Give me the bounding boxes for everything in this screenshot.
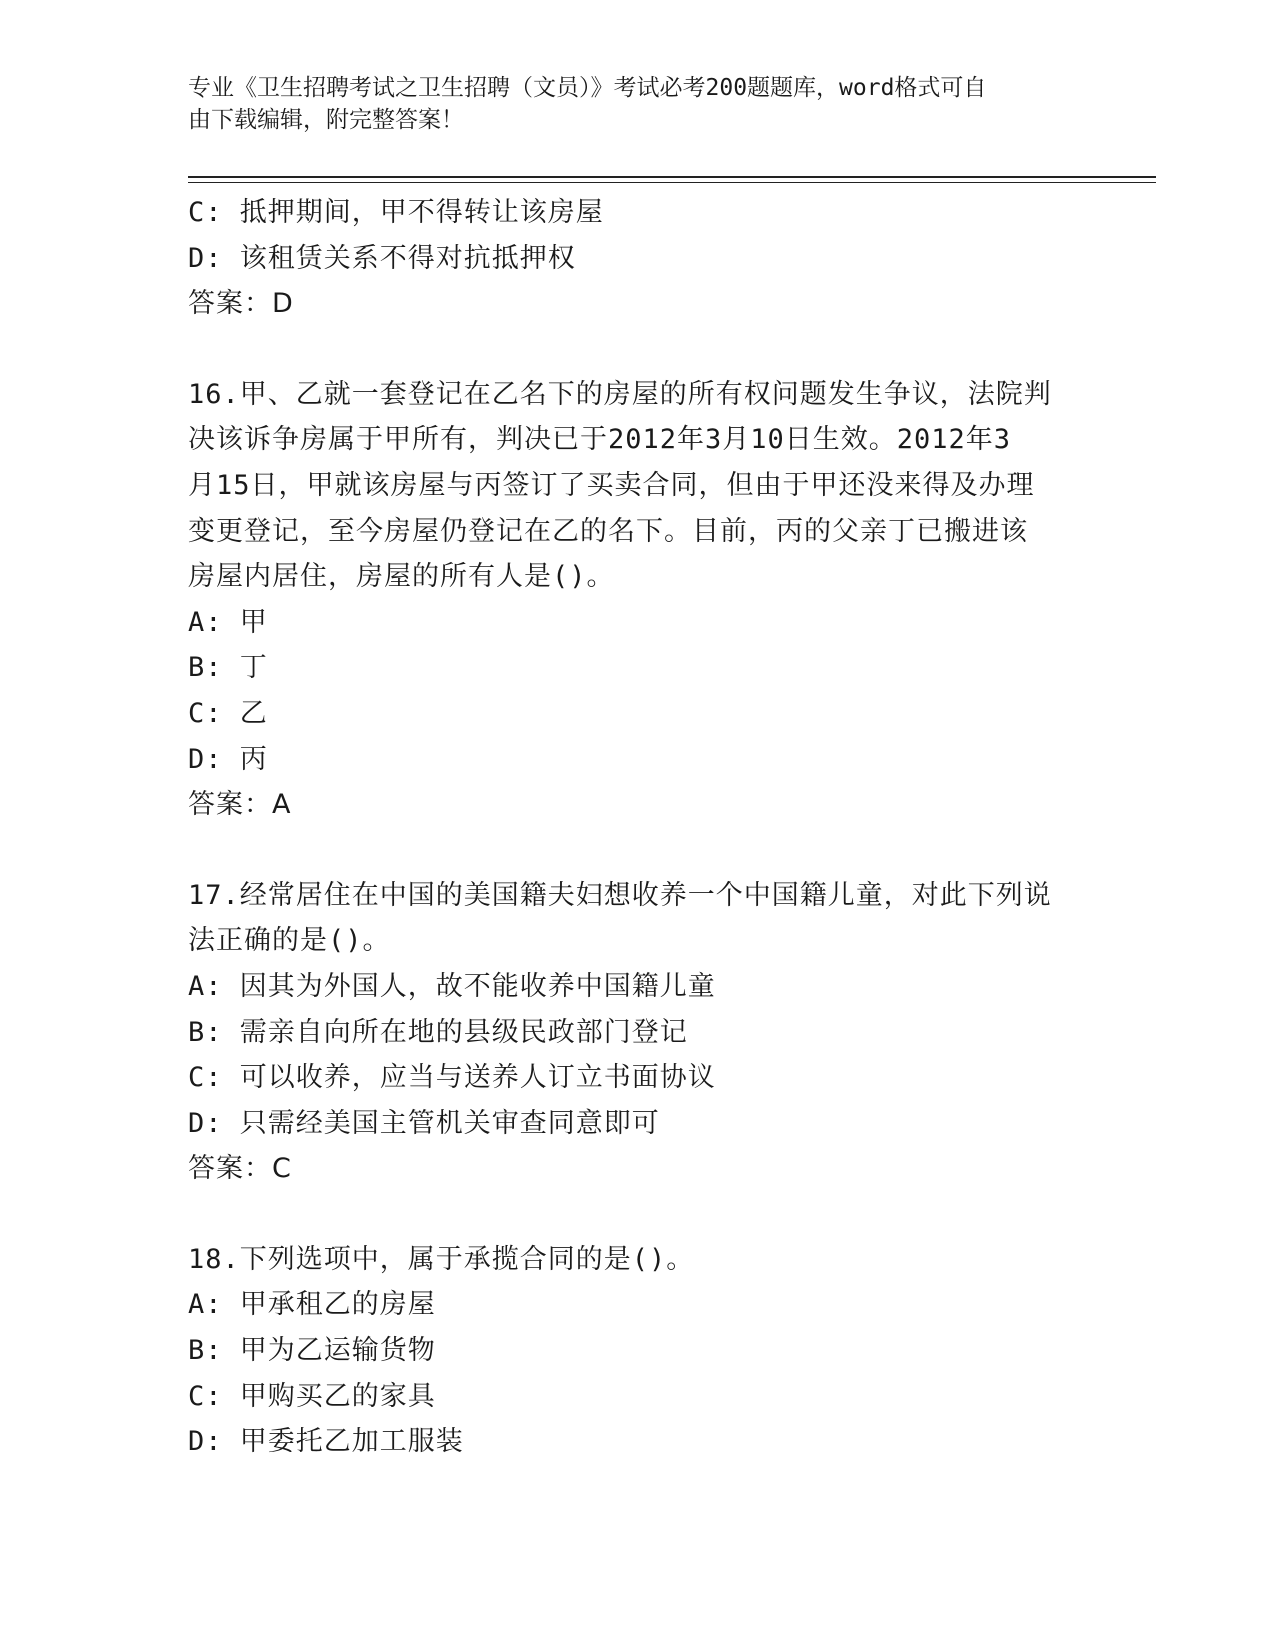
document-header: [188, 72, 1068, 136]
question-16-option-a: A: 甲: [188, 606, 268, 638]
question-17-line: 17.经常居住在中国的美国籍夫妇想收养一个中国籍儿童，对此下列说: [188, 879, 1052, 911]
spacer: [188, 828, 1088, 873]
question-16-option-c: C: 乙: [188, 697, 268, 729]
question-16-answer: 答案：A: [188, 789, 292, 821]
question-17-line: 法正确的是()。: [188, 925, 391, 957]
question-16-line: 房屋内居住，房屋的所有人是()。: [188, 561, 615, 593]
question-16-line: 月15日，甲就该房屋与丙签订了买卖合同，但由于甲还没来得及办理: [188, 469, 1035, 501]
header-line-1: 专业《卫生招聘考试之卫生招聘（文员）》考试必考200题题库，word格式可自: [188, 75, 987, 101]
question-17: [188, 873, 1088, 1192]
prev-answer: 答案：D: [188, 288, 294, 320]
question-16-line: 变更登记，至今房屋仍登记在乙的名下。目前，丙的父亲丁已搬进该: [188, 515, 1028, 547]
question-content: [188, 190, 1088, 1465]
question-16: [188, 372, 1088, 828]
question-18: [188, 1237, 1088, 1465]
spacer: [188, 1192, 1088, 1237]
prev-option-c: C: 抵押期间，甲不得转让该房屋: [188, 197, 604, 228]
question-17-option-a: A: 因其为外国人，故不能收养中国籍儿童: [188, 970, 716, 1002]
question-18-line: 18.下列选项中，属于承揽合同的是()。: [188, 1243, 695, 1275]
question-18-option-d: D: 甲委托乙加工服装: [188, 1426, 464, 1458]
spacer: [188, 327, 1088, 372]
question-18-option-a: A: 甲承租乙的房屋: [188, 1289, 436, 1321]
question-18-option-c: C: 甲购买乙的家具: [188, 1380, 436, 1412]
question-17-option-b: B: 需亲自向所在地的县级民政部门登记: [188, 1016, 688, 1048]
question-16-line: 16.甲、乙就一套登记在乙名下的房屋的所有权问题发生争议，法院判: [188, 378, 1052, 410]
question-17-answer: 答案：C: [188, 1153, 292, 1185]
question-16-option-b: B: 丁: [188, 652, 268, 684]
prev-option-d: D: 该租赁关系不得对抗抵押权: [188, 242, 576, 274]
header-rule-thin: [188, 182, 1156, 183]
header-line-2: 由下载编辑，附完整答案！: [188, 107, 464, 133]
question-16-option-d: D: 丙: [188, 743, 268, 775]
question-17-option-d: D: 只需经美国主管机关审查同意即可: [188, 1107, 660, 1139]
header-rule-thick: [188, 176, 1156, 178]
question-17-option-c: C: 可以收养，应当与送养人订立书面协议: [188, 1062, 716, 1094]
question-18-option-b: B: 甲为乙运输货物: [188, 1335, 436, 1367]
question-16-line: 决该诉争房属于甲所有，判决已于2012年3月10日生效。2012年3: [188, 424, 1012, 456]
